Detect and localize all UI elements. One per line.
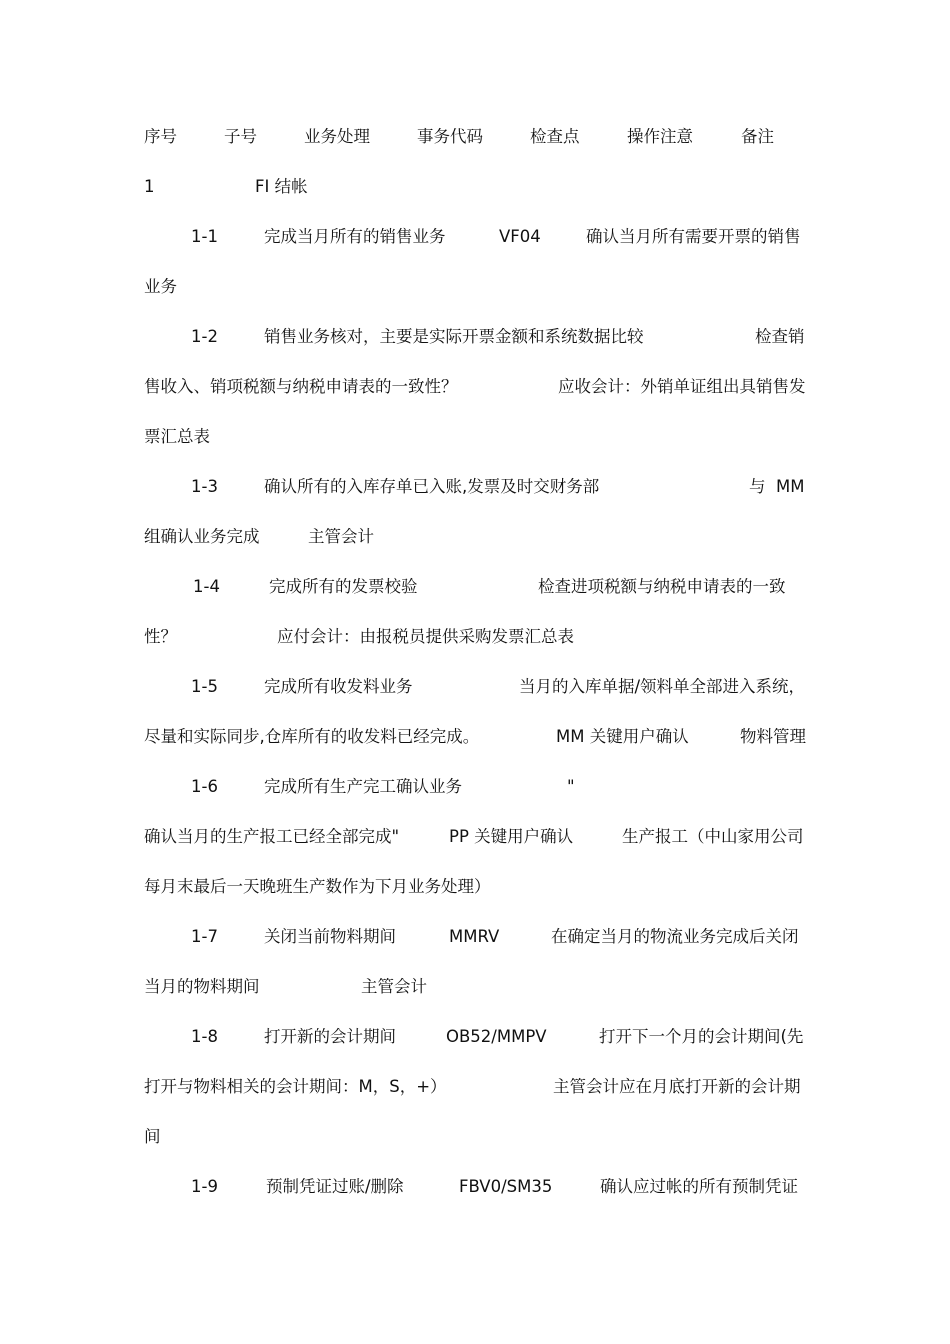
item-business: 完成所有收发料业务 <box>264 677 413 696</box>
item-text: 间 <box>144 1127 161 1146</box>
item-text: 当月的物料期间 <box>144 977 260 996</box>
item-business: 完成所有的发票校验 <box>269 577 418 596</box>
item-id: 1-6 <box>191 777 218 796</box>
item-tcode: OB52/MMPV <box>446 1027 547 1046</box>
item-id: 1-7 <box>191 927 218 946</box>
item-checkpoint: 检查进项税额与纳税申请表的一致 <box>538 577 786 596</box>
item-text: 售收入、销项税额与纳税申请表的一致性？ <box>144 377 458 396</box>
header-checkpoint: 检查点 <box>530 127 580 146</box>
section-title: FI 结帐 <box>255 177 308 196</box>
item-text: " <box>567 777 575 796</box>
item-checkpoint: 检查销 <box>755 327 805 346</box>
item-id: 1-9 <box>191 1177 218 1196</box>
item-business: 确认所有的入库存单已入账,发票及时交财务部 <box>264 477 600 496</box>
item-remark: 主管会计 <box>361 977 427 996</box>
header-remark: 备注 <box>741 127 774 146</box>
item-tcode: VF04 <box>499 227 541 246</box>
item-text: 打开与物料相关的会计期间：M，S，+） <box>144 1077 447 1096</box>
item-text: 与 <box>749 477 766 496</box>
item-business: 完成所有生产完工确认业务 <box>264 777 462 796</box>
header-tcode: 事务代码 <box>417 127 483 146</box>
item-checkpoint: 在确定当月的物流业务完成后关闭 <box>551 927 799 946</box>
item-remark: 主管会计 <box>308 527 374 546</box>
item-text: 每月末最后一天晚班生产数作为下月业务处理） <box>144 877 491 896</box>
item-tcode: FBV0/SM35 <box>459 1177 553 1196</box>
item-id: 1-4 <box>193 577 220 596</box>
item-checkpoint: 确认应过帐的所有预制凭证 <box>600 1177 798 1196</box>
item-remark: 生产报工（中山家用公司 <box>622 827 804 846</box>
item-text: MM <box>776 477 805 496</box>
item-id: 1-3 <box>191 477 218 496</box>
item-text: 确认当月的生产报工已经全部完成" <box>144 827 400 846</box>
item-notes: MM 关键用户确认 <box>556 727 689 746</box>
item-checkpoint: 当月的入库单据/领料单全部进入系统， <box>519 677 806 696</box>
item-notes: 主管会计应在月底打开新的会计期 <box>553 1077 801 1096</box>
item-text: 票汇总表 <box>144 427 210 446</box>
item-text: 性？ <box>144 627 177 646</box>
item-id: 1-1 <box>191 227 218 246</box>
item-tcode: MMRV <box>449 927 500 946</box>
section-number: 1 <box>144 177 155 196</box>
item-text: 业务 <box>144 277 177 296</box>
item-id: 1-8 <box>191 1027 218 1046</box>
header-sub: 子号 <box>224 127 257 146</box>
item-business: 完成当月所有的销售业务 <box>264 227 446 246</box>
item-checkpoint: 打开下一个月的会计期间(先 <box>599 1027 804 1046</box>
item-notes: PP 关键用户确认 <box>449 827 574 846</box>
item-text: 尽量和实际同步,仓库所有的收发料已经完成。 <box>144 727 480 746</box>
item-business: 预制凭证过账/删除 <box>266 1177 404 1196</box>
item-notes: 应收会计：外销单证组出具销售发 <box>558 377 806 396</box>
item-notes: 应付会计：由报税员提供采购发票汇总表 <box>277 627 574 646</box>
item-checkpoint: 确认当月所有需要开票的销售 <box>586 227 801 246</box>
header-business: 业务处理 <box>304 127 370 146</box>
item-text: 组确认业务完成 <box>144 527 260 546</box>
item-business: 打开新的会计期间 <box>264 1027 396 1046</box>
item-business: 销售业务核对，主要是实际开票金额和系统数据比较 <box>264 327 644 346</box>
item-business: 关闭当前物料期间 <box>264 927 396 946</box>
header-notes: 操作注意 <box>627 127 693 146</box>
item-remark: 物料管理 <box>740 727 806 746</box>
item-id: 1-2 <box>191 327 218 346</box>
item-id: 1-5 <box>191 677 218 696</box>
header-seq: 序号 <box>144 127 177 146</box>
